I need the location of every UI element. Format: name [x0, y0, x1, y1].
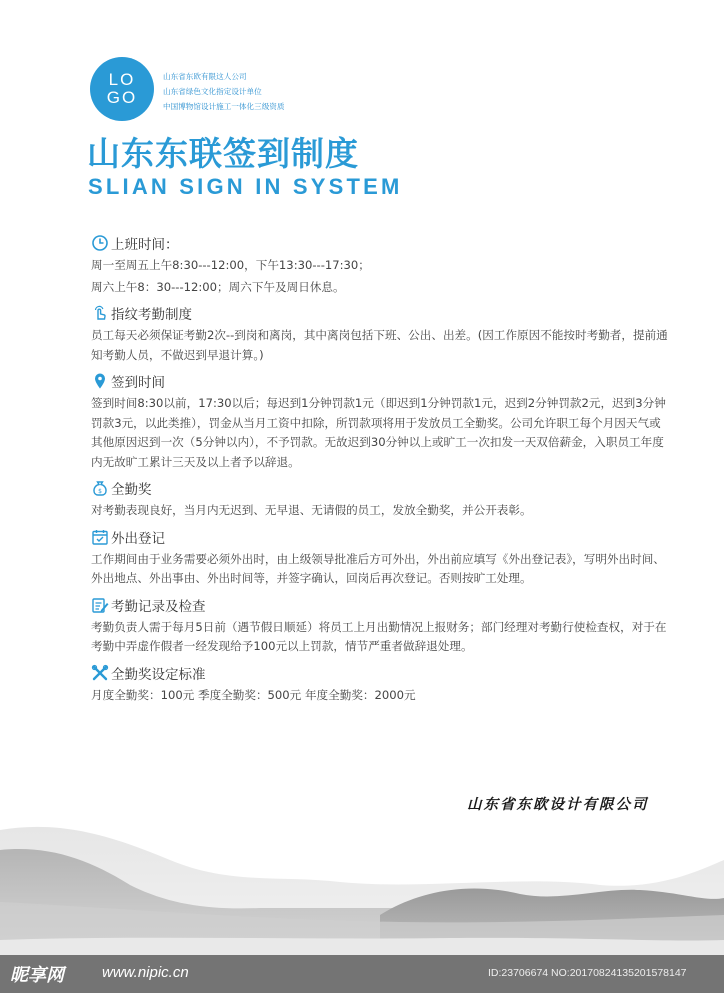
section-text: 工作期间由于业务需要必须外出时，由上级领导批准后方可外出，外出前应填写《外出登记表》，写明外出时间、外出地点、外出事由、外出时间等，并签字确认，回岗后再次登记。否则按旷工处理。 [91, 551, 665, 585]
page-title: 山东东联签到制度 [87, 134, 359, 173]
company-signature: 山东省东欧设计有限公司 [467, 796, 649, 813]
watermark-logo: 昵享网 [10, 965, 64, 986]
section-outing-register [91, 526, 671, 589]
clock-icon [91, 234, 109, 252]
logo-line-1: LO [108, 70, 136, 89]
section-title: 全勤奖设定标准 [111, 666, 206, 683]
money-bag-icon [91, 479, 109, 497]
section-heading [91, 662, 671, 684]
section-title: 考勤记录及检查 [111, 598, 206, 615]
watermark-url: www.nipic.cn [102, 964, 189, 981]
company-line: 山东省绿色文化指定设计单位 [163, 87, 262, 96]
section-text: 对考勤表现良好，当月内无迟到、无早退、无请假的员工，发放全勤奖，并公开表彰。 [91, 503, 532, 517]
section-text: 员工每天必须保证考勤2次--到岗和离岗，其中离岗包括下班、公出、出差。(因工作原因不能按时考勤者，提前通知考勤人员，不做迟到早退计算。) [91, 328, 668, 362]
page-subtitle: SLIAN SIGN IN SYSTEM [88, 174, 403, 199]
section-text: 月度全勤奖：100元 季度全勤奖：500元 年度全勤奖：2000元 [91, 687, 416, 702]
company-info [163, 69, 285, 114]
note-edit-icon [91, 596, 109, 614]
section-title: 上班时间： [111, 237, 179, 253]
section-heading [91, 232, 671, 254]
section-title: 外出登记 [111, 530, 165, 547]
logo [90, 57, 154, 121]
section-text: 周一至周五上午8:30---12:00，下午13:30---17:30； [91, 258, 370, 272]
location-pin-icon [91, 372, 109, 390]
section-title: 全勤奖 [111, 482, 152, 498]
finger-tap-icon [91, 304, 109, 322]
section-text: 考勤负责人需于每月5日前（遇节假日顺延）将员工上月出勤情况上报财务；部门经理对考勤行使检查权，对于在考勤中弄虚作假者一经发现给予100元以上罚款，情节严重者做辞退处理。 [91, 619, 667, 653]
section-text: 周六上午8：30---12:00；周六下午及周日休息。 [91, 279, 345, 294]
logo-line-2: GO [106, 88, 138, 107]
company-line: 山东省东欧有限这人公司 [163, 72, 247, 81]
section-title: 指纹考勤制度 [111, 307, 192, 323]
section-heading [91, 477, 671, 499]
company-line: 中国博物馆设计施工一体化三级资质 [163, 102, 285, 111]
section-heading [91, 302, 671, 324]
policy-sections [91, 232, 671, 710]
section-title: 签到时间 [111, 375, 165, 391]
svg-text:$: $ [98, 488, 102, 495]
section-sign-time [91, 370, 671, 472]
watermark-id: ID:23706674 NO:20170824135201578147 [488, 967, 687, 979]
section-attendance-bonus [91, 477, 671, 521]
section-heading [91, 526, 671, 548]
section-records-check [91, 594, 671, 657]
section-fingerprint [91, 302, 671, 365]
section-heading [91, 594, 671, 616]
section-text: 签到时间8:30以前，17:30以后；每迟到1分钟罚款1元（即迟到1分钟罚款1元，迟到2分钟罚款2元，迟到3分钟罚款3元，以此类推），罚金从当月工资中扣除，所罚款项将用于发放员工全勤奖。公司允许职工每个月因天气或其他原因迟到一次（5分钟以内），不予罚款。无故迟到30分钟以上或旷工一次扣发一天双倍薪金，入职员工年度内无故旷工累计三天及以上者予以辞退。 [91, 396, 666, 469]
section-work-hours [91, 232, 671, 297]
section-bonus-standard [91, 662, 671, 706]
calendar-check-icon [91, 528, 109, 546]
tools-icon [91, 664, 109, 682]
section-heading [91, 370, 671, 392]
